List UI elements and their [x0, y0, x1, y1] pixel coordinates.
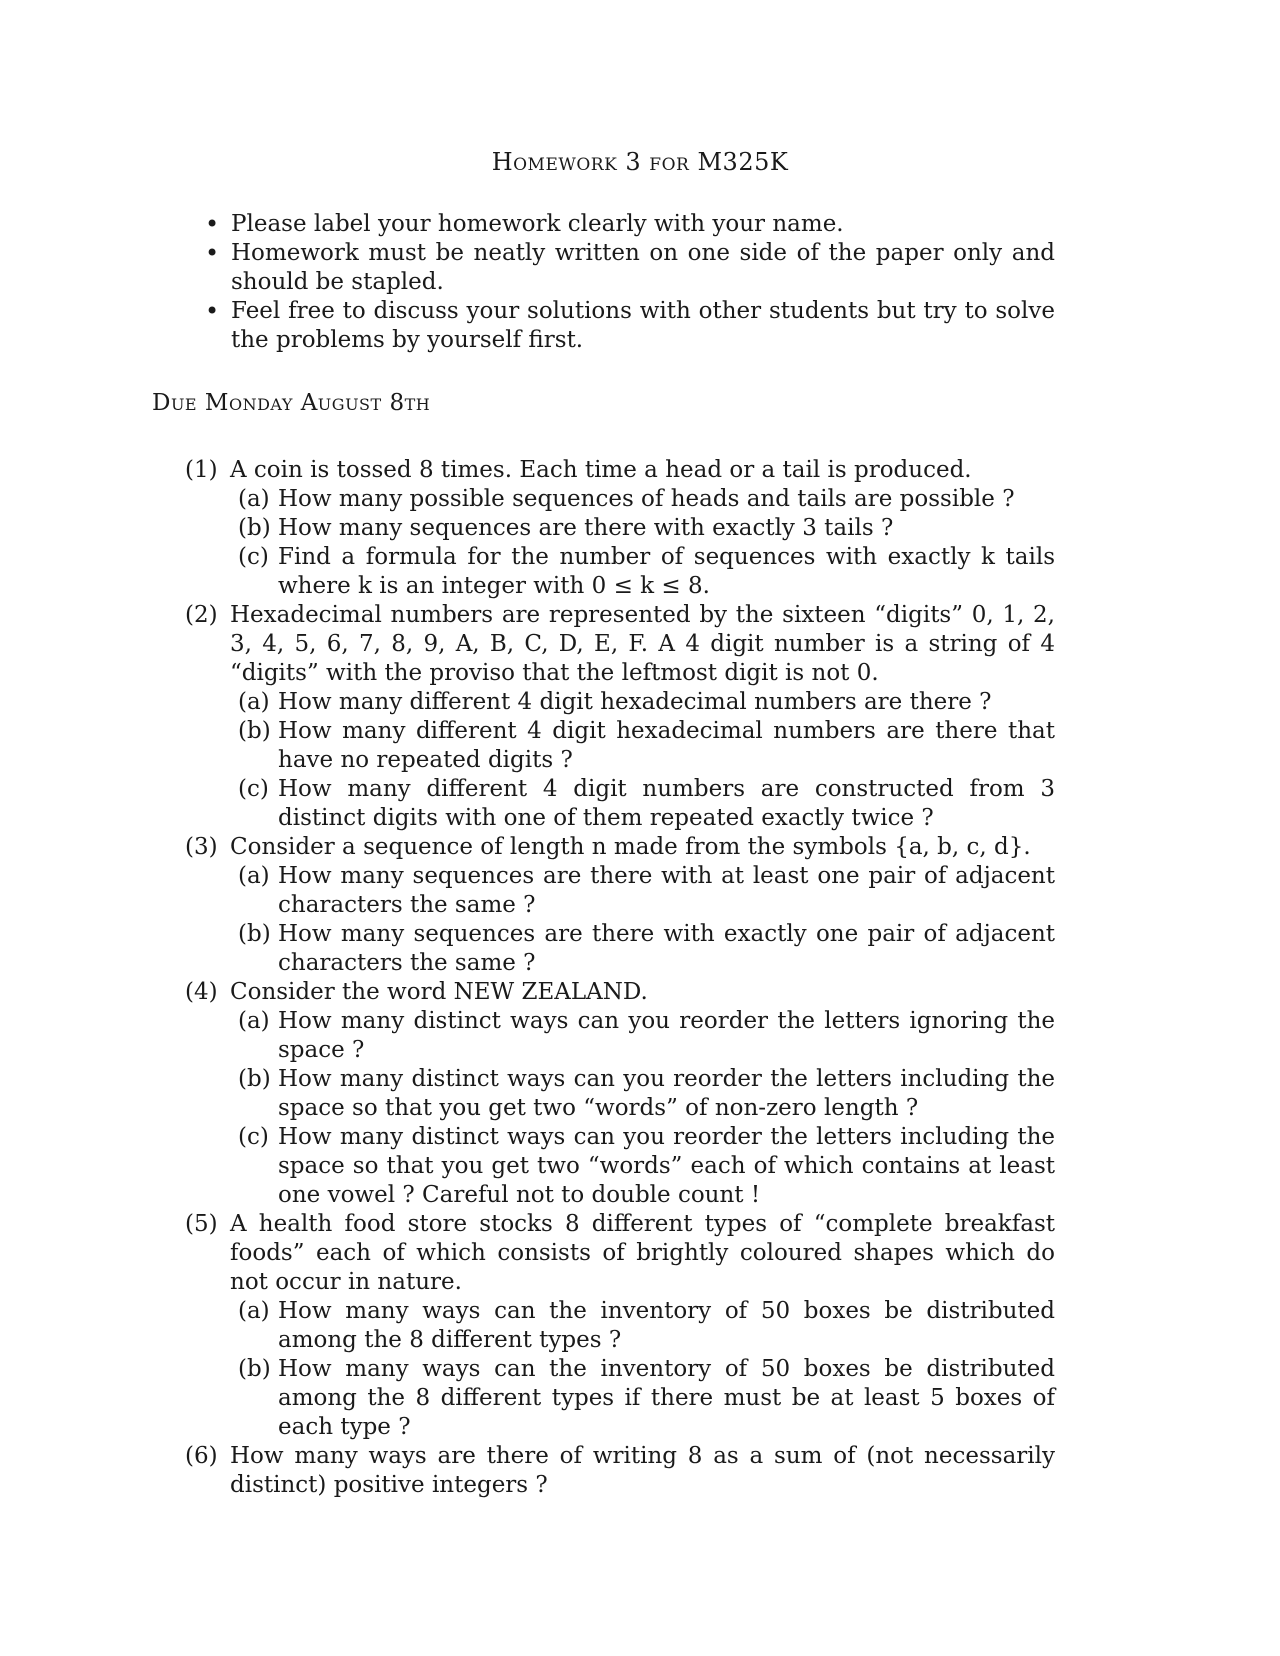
part-label: (c)	[238, 776, 269, 802]
part-label: (b)	[238, 718, 271, 744]
part-label: (b)	[238, 1356, 271, 1382]
problem-part	[230, 1007, 1055, 1065]
problem-parts	[230, 1297, 1055, 1442]
part-label: (c)	[238, 1124, 269, 1150]
part-label: (b)	[238, 1066, 271, 1092]
part-label: (b)	[238, 921, 271, 947]
part-text: How many distinct ways can you reorder the letters including the space so that you get two “words” each of which contains at least one vowel ? Careful not to double count !	[278, 1124, 1055, 1208]
problem-number: (5)	[185, 1211, 218, 1237]
part-text: How many distinct ways can you reorder the letters ignoring the space ?	[278, 1008, 1055, 1063]
problem-parts	[230, 862, 1055, 978]
problem-6	[185, 1442, 1055, 1500]
instruction-item: • Please label your homework clearly with your name.	[205, 210, 1055, 239]
instruction-item: • Feel free to discuss your solutions with other students but try to solve the problems by yourself first.	[205, 297, 1055, 355]
problem-part	[230, 1297, 1055, 1355]
part-text: How many possible sequences of heads and tails are possible ?	[278, 486, 1015, 512]
problem-part	[230, 775, 1055, 833]
problem-2	[185, 601, 1055, 833]
problem-part	[230, 920, 1055, 978]
problem-number: (6)	[185, 1443, 218, 1469]
problem-part	[230, 514, 1055, 543]
problem-parts	[230, 485, 1055, 601]
part-label: (a)	[238, 1298, 270, 1324]
problem-part	[230, 688, 1055, 717]
problem-parts	[230, 1007, 1055, 1210]
due-date-heading: Due Monday August 8th	[152, 390, 431, 416]
problem-part	[230, 1065, 1055, 1123]
problem-text: A health food store stocks 8 different types of “complete breakfast foods” each of which consists of brightly coloured shapes which do not occur in nature.	[230, 1211, 1055, 1295]
part-text: How many ways can the inventory of 50 boxes be distributed among the 8 different types ?	[278, 1298, 1055, 1353]
part-text: How many ways can the inventory of 50 boxes be distributed among the 8 different types if there must be at least 5 boxes of each type ?	[278, 1356, 1055, 1440]
part-text: How many sequences are there with exactly 3 tails ?	[278, 515, 894, 541]
problem-text: Hexadecimal numbers are represented by the sixteen “digits” 0, 1, 2, 3, 4, 5, 6, 7, 8, 9, A, B, C, D, E, F. A 4 digit number is a string of 4 “digits” with the proviso that the leftmost digit is not 0.	[230, 602, 1055, 686]
problem-number: (1)	[185, 457, 218, 483]
part-label: (a)	[238, 486, 270, 512]
problem-text: A coin is tossed 8 times. Each time a head or a tail is produced.	[230, 457, 972, 483]
instruction-item: • Homework must be neatly written on one side of the paper only and should be stapled.	[205, 239, 1055, 297]
problem-list	[185, 456, 1055, 1500]
problem-text: Consider a sequence of length n made from the symbols {a, b, c, d}.	[230, 834, 1031, 860]
problem-5	[185, 1210, 1055, 1442]
page-title: Homework 3 for M325K	[491, 148, 789, 176]
problem-text: Consider the word NEW ZEALAND.	[230, 979, 648, 1005]
problem-1	[185, 456, 1055, 601]
problem-number: (2)	[185, 602, 218, 628]
part-label: (c)	[238, 544, 269, 570]
part-label: (b)	[238, 515, 271, 541]
problem-parts	[230, 688, 1055, 833]
part-text: How many different 4 digit hexadecimal numbers are there ?	[278, 689, 992, 715]
problem-4	[185, 978, 1055, 1210]
part-text: How many distinct ways can you reorder the letters including the space so that you get two “words” of non-zero length ?	[278, 1066, 1055, 1121]
part-text: How many sequences are there with exactly one pair of adjacent characters the same ?	[278, 921, 1055, 976]
part-text: How many sequences are there with at least one pair of adjacent characters the same ?	[278, 863, 1055, 918]
part-label: (a)	[238, 1008, 270, 1034]
problem-number: (4)	[185, 979, 218, 1005]
problem-number: (3)	[185, 834, 218, 860]
problem-part	[230, 862, 1055, 920]
problem-part	[230, 1355, 1055, 1442]
problem-part	[230, 543, 1055, 601]
part-text: How many different 4 digit numbers are constructed from 3 distinct digits with one of them repeated exactly twice ?	[278, 776, 1055, 831]
instructions-list	[205, 210, 1055, 355]
part-label: (a)	[238, 863, 270, 889]
part-label: (a)	[238, 689, 270, 715]
part-text: Find a formula for the number of sequences with exactly k tails where k is an integer with 0 ≤ k ≤ 8.	[278, 544, 1055, 599]
problem-part	[230, 1123, 1055, 1210]
problem-3	[185, 833, 1055, 978]
part-text: How many different 4 digit hexadecimal numbers are there that have no repeated digits ?	[278, 718, 1055, 773]
problem-part	[230, 717, 1055, 775]
problem-part	[230, 485, 1055, 514]
problem-text: How many ways are there of writing 8 as a sum of (not necessarily distinct) positive integers ?	[230, 1443, 1055, 1498]
